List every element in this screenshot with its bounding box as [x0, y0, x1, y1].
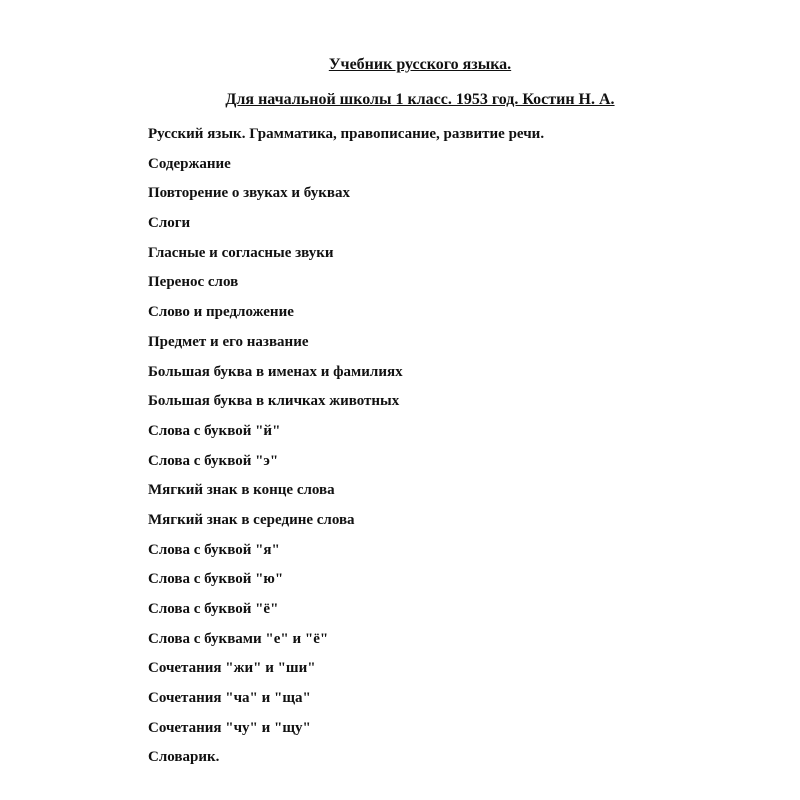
contents-item: Перенос слов	[148, 274, 239, 291]
contents-item: Слова с буквой "ю"	[148, 571, 284, 588]
contents-item: Содержание	[148, 155, 231, 172]
contents-item: Слоги	[148, 215, 191, 232]
contents-item: Предмет и его название	[148, 333, 309, 350]
contents-item: Слово и предложение	[148, 304, 294, 321]
document-title: Учебник русского языка.	[328, 56, 512, 73]
contents-item: Слова с буквой "я"	[148, 541, 280, 558]
contents-item: Слова с буквой "ё"	[148, 601, 279, 617]
contents-item: Мягкий знак в середине слова	[148, 511, 355, 528]
contents-item: Слова с буквой "й"	[148, 422, 281, 439]
contents-item: Повторение о звуках и буквах	[148, 185, 350, 202]
contents-item: Гласные и согласные звуки	[148, 244, 334, 261]
contents-item: Словарик.	[148, 749, 220, 766]
contents-item: Большая буква в кличках животных	[148, 393, 400, 410]
contents-item: Мягкий знак в конце слова	[148, 482, 335, 499]
contents-item: Слова с буквами "е" и "ё"	[148, 630, 329, 647]
contents-item: Слова с буквой "э"	[148, 452, 279, 469]
contents-item: Сочетания "жи" и "ши"	[148, 660, 316, 677]
contents-item: Сочетания "чу" и "щу"	[148, 719, 311, 736]
contents-item: Большая буква в именах и фамилиях	[148, 363, 403, 380]
document-subtitle: Для начальной школы 1 класс. 1953 год. Костин Н. А.	[225, 91, 615, 108]
contents-item: Русский язык. Грамматика, правописание, развитие речи.	[148, 126, 545, 142]
contents-list	[148, 120, 544, 773]
contents-item: Сочетания "ча" и "ща"	[148, 690, 311, 707]
